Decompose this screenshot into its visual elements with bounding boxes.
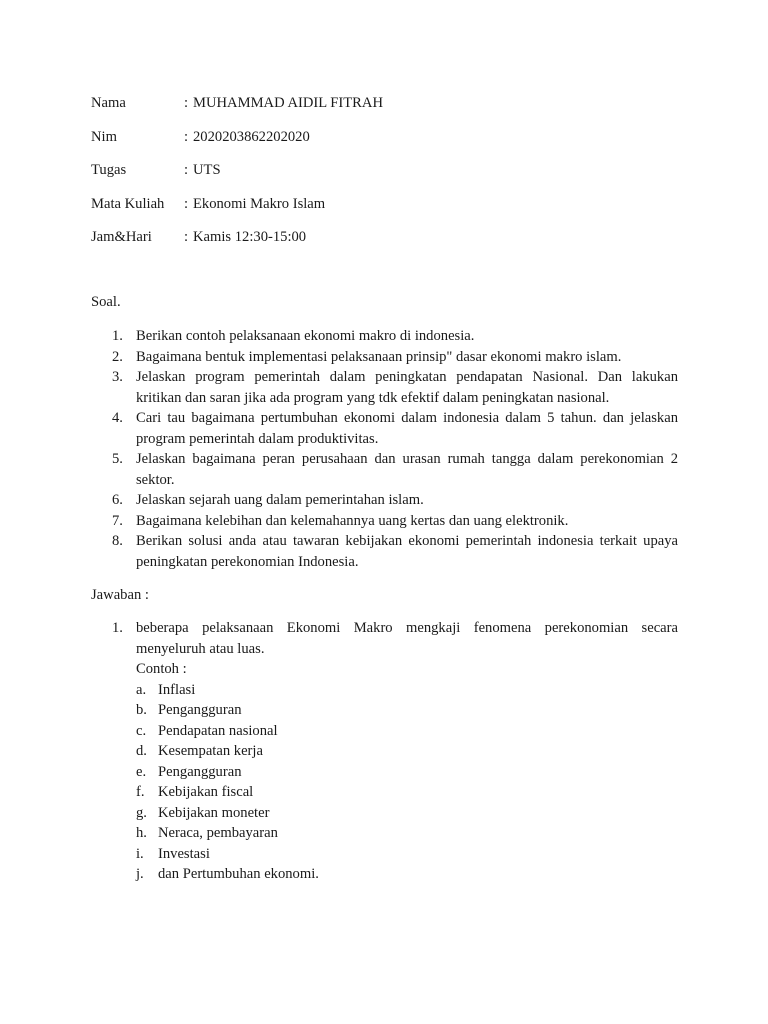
question-text: Berikan solusi anda atau tawaran kebijakan ekonomi pemerintah indonesia terkait upaya peningkatan perekonomian Indonesia. (136, 533, 678, 570)
question-number: 1. (112, 328, 123, 344)
info-label: Jam&Hari (91, 229, 152, 246)
soal-heading: Soal. (91, 294, 121, 310)
example-letter: d. (136, 743, 147, 759)
example-letter: g. (136, 804, 147, 821)
question-text: Jelaskan sejarah uang dalam pemerintahan islam. (136, 492, 424, 508)
question-item (0, 531, 678, 572)
info-value: Ekonomi Makro Islam (193, 195, 326, 212)
question-item (0, 449, 678, 490)
answer-item (0, 618, 678, 885)
info-value: MUHAMMAD AIDIL FITRAH (193, 95, 383, 111)
example-item (0, 741, 678, 762)
info-colon: : (184, 128, 189, 145)
example-text: Inflasi (158, 681, 196, 698)
example-text: Neraca, pembayaran (158, 825, 278, 841)
answer-list (0, 618, 678, 885)
question-item (0, 511, 678, 532)
example-item (0, 782, 678, 803)
question-list (0, 326, 678, 572)
question-item (0, 408, 678, 449)
info-value: Kamis 12:30-15:00 (193, 229, 307, 246)
info-row-nama (91, 93, 383, 127)
example-item (0, 700, 678, 721)
question-number: 5. (112, 451, 123, 467)
example-letter: h. (136, 825, 147, 841)
answer-text: beberapa pelaksanaan Ekonomi Makro mengkaji fenomena perekonomian secara menyeluruh atau luas. (136, 620, 678, 657)
example-letter: c. (136, 722, 147, 739)
question-number: 8. (112, 533, 123, 549)
question-text: Jelaskan bagaimana peran perusahaan dan urasan rumah tangga dalam perekonomian 2 sektor. (136, 451, 678, 488)
example-item (0, 864, 678, 885)
question-item (0, 367, 678, 408)
example-item (0, 844, 678, 865)
question-number: 2. (112, 348, 123, 365)
example-letter: a. (136, 681, 147, 698)
info-row-jam-hari (91, 227, 383, 261)
info-label: Mata Kuliah (91, 195, 165, 212)
example-text: Investasi (158, 845, 210, 862)
question-number: 3. (112, 369, 123, 385)
question-text: Berikan contoh pelaksanaan ekonomi makro di indonesia. (136, 328, 475, 344)
example-text: Kesempatan kerja (158, 743, 263, 759)
example-text: dan Pertumbuhan ekonomi. (158, 866, 319, 882)
example-item (0, 823, 678, 844)
example-text: Kebijakan fiscal (158, 784, 254, 800)
example-item (0, 762, 678, 783)
question-text: Bagaimana kelebihan dan kelemahannya uang kertas dan uang elektronik. (136, 512, 569, 529)
example-letter: f. (136, 784, 145, 800)
info-value: UTS (193, 162, 221, 179)
example-letter: j. (136, 866, 144, 882)
example-item (0, 680, 678, 701)
info-row-mata-kuliah (91, 194, 383, 228)
info-row-nim (91, 127, 383, 161)
info-colon: : (184, 95, 189, 111)
question-item (0, 490, 678, 511)
info-label: Tugas (91, 162, 127, 179)
info-value: 2020203862202020 (193, 128, 310, 145)
answer-paragraph (0, 618, 678, 659)
student-info (91, 93, 383, 261)
jawaban-heading: Jawaban : (91, 587, 149, 603)
question-text: Jelaskan program pemerintah dalam peningkatan pendapatan Nasional. Dan lakukan kritikan dan saran jika ada program yang tdk efektif dalam peningkatan nasional. (136, 369, 678, 406)
answer-number: 1. (112, 620, 123, 636)
example-letter: b. (136, 702, 147, 718)
example-text: Pendapatan nasional (158, 722, 278, 739)
example-list (0, 680, 678, 885)
info-colon: : (184, 229, 189, 246)
question-item (0, 347, 678, 368)
example-letter: e. (136, 763, 147, 780)
example-item (0, 803, 678, 824)
info-label: Nim (91, 128, 117, 145)
info-colon: : (184, 195, 189, 212)
question-number: 7. (112, 512, 123, 529)
question-number: 4. (112, 410, 123, 426)
question-text: Bagaimana bentuk implementasi pelaksanaan prinsip" dasar ekonomi makro islam. (136, 348, 622, 365)
question-text: Cari tau bagaimana pertumbuhan ekonomi dalam indonesia dalam 5 tahun. dan jelaskan program pemerintah dalam produktivitas. (136, 410, 678, 447)
info-row-tugas (91, 160, 383, 194)
example-text: Pengangguran (158, 763, 242, 780)
question-number: 6. (112, 492, 123, 508)
example-letter: i. (136, 845, 144, 862)
info-label: Nama (91, 95, 126, 111)
info-colon: : (184, 162, 189, 179)
example-item (0, 721, 678, 742)
example-text: Kebijakan moneter (158, 804, 270, 821)
answer-intro: Contoh : (136, 661, 187, 677)
example-text: Pengangguran (158, 702, 242, 718)
question-item (0, 326, 678, 347)
